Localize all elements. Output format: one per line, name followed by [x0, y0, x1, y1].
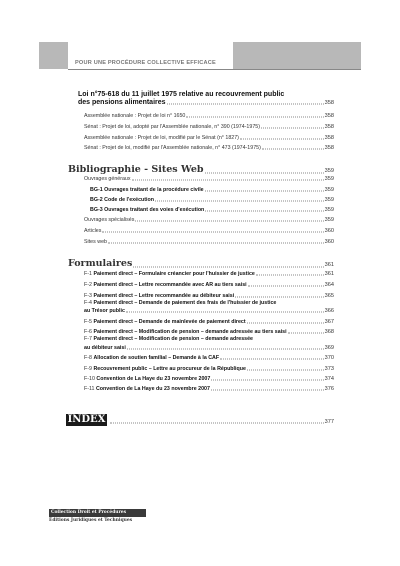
form-entry[interactable]: [84, 376, 334, 382]
toc-entry[interactable]: [84, 217, 334, 223]
form-code: F-8: [84, 355, 92, 361]
toc-entry[interactable]: [84, 145, 334, 151]
form-entry[interactable]: [84, 366, 334, 372]
page-number: 374: [324, 376, 334, 382]
leader-dots: [186, 117, 323, 118]
page-number: 373: [324, 366, 334, 372]
form-code: F-9: [84, 366, 92, 372]
header-rule: [68, 69, 361, 70]
entry-label: Assemblée nationale : Projet de loi, modifié par le Sénat (n° 1827): [84, 135, 239, 141]
law-title-line2: des pensions alimentaires: [78, 99, 166, 106]
form-code: F-7: [84, 336, 92, 342]
leader-dots: [110, 423, 324, 424]
leader-dots: [133, 267, 323, 268]
collection-label: Collection Droit et Procédures: [49, 509, 146, 517]
leader-dots: [155, 201, 324, 202]
page-number: 364: [324, 282, 334, 288]
leader-dots: [261, 128, 324, 129]
entry-label: Paiement direct – Modification de pension – demande adressée: [93, 336, 253, 342]
toc-entry[interactable]: [90, 187, 334, 193]
form-entry[interactable]: [84, 293, 334, 299]
running-header: POUR UNE PROCÉDURE COLLECTIVE EFFICACE: [75, 60, 216, 66]
leader-dots: [240, 139, 324, 140]
leader-dots: [220, 359, 324, 360]
law-title-line1: Loi n°75-618 du 11 juillet 1975 relative au recouvrement public: [78, 91, 285, 98]
entry-label-continued: au Trésor public: [84, 308, 125, 314]
toc-entry[interactable]: [84, 124, 334, 130]
page-number: 360: [324, 228, 334, 234]
entry-label: Paiement direct – Demande de mainlevée de paiement direct: [93, 319, 246, 325]
page-number: 358: [324, 100, 334, 106]
form-code: F-2: [84, 282, 92, 288]
entry-label: BG-1 Ouvrages traitant de la procédure civile: [90, 187, 204, 193]
form-code: F-5: [84, 319, 92, 325]
toc-entry[interactable]: [84, 228, 334, 234]
entry-label: Assemblée nationale : Projet de loi n° 1650: [84, 113, 186, 119]
entry-label: Paiement direct – Lettre recommandée au débiteur saisi: [93, 293, 235, 299]
form-code: F-10: [84, 376, 95, 382]
entry-label: Paiement direct – Formulaire créancier pour l'huissier de justice: [93, 271, 255, 277]
form-entry-line2[interactable]: [84, 308, 334, 314]
entry-label: Sénat : Projet de loi, adopté par l'Assemblée nationale, n° 390 (1974-1975): [84, 124, 260, 130]
leader-dots: [205, 211, 323, 212]
toc-entry[interactable]: [84, 113, 334, 119]
page-number: 358: [324, 124, 334, 130]
form-code: F-6: [84, 329, 92, 335]
leader-dots: [211, 390, 324, 391]
page-number: 367: [324, 319, 334, 325]
entry-label: Allocation de soutien familial – Demande à la CAF: [93, 355, 220, 361]
toc-entry[interactable]: [84, 135, 334, 141]
page-number: 366: [324, 308, 334, 314]
leader-dots: [288, 333, 324, 334]
leader-dots: [247, 370, 324, 371]
entry-label: BG-3 Ouvrages traitant des voies d'exécution: [90, 207, 205, 213]
leader-dots: [102, 232, 323, 233]
index-heading[interactable]: INDEX: [67, 414, 106, 425]
form-entry[interactable]: [84, 271, 334, 277]
form-entry-line2[interactable]: [84, 345, 334, 351]
section-title: Bibliographie - Sites Web: [68, 164, 204, 175]
leader-dots: [248, 286, 324, 287]
entry-label: Articles: [84, 228, 102, 234]
page-number: 359: [324, 207, 334, 213]
leader-dots: [108, 243, 324, 244]
form-code: F-3: [84, 293, 92, 299]
form-entry[interactable]: [84, 355, 334, 361]
leader-dots: [247, 323, 324, 324]
page-number: 359: [324, 187, 334, 193]
page-number: 376: [324, 386, 334, 392]
entry-label: Recouvrement public – Lettre au procureur de la République: [93, 366, 246, 372]
page-number: 361: [324, 271, 334, 277]
leader-dots: [205, 173, 324, 174]
page-number: 370: [324, 355, 334, 361]
leader-dots: [167, 104, 324, 105]
leader-dots: [132, 180, 324, 181]
page-number: 358: [324, 113, 334, 119]
page-number: 360: [324, 239, 334, 245]
leader-dots: [256, 275, 324, 276]
entry-label: Convention de La Haye du 23 novembre 2007: [95, 386, 210, 392]
entry-label: BG-2 Code de l'exécution: [90, 197, 154, 203]
leader-dots: [127, 349, 324, 350]
section-bibliographie[interactable]: [68, 164, 334, 175]
toc-entry[interactable]: [90, 207, 334, 213]
page-number: 359: [324, 217, 334, 223]
form-code: F-1: [84, 271, 92, 277]
form-entry[interactable]: [84, 282, 334, 288]
publisher-label: Éditions Juridiques et Techniques: [49, 518, 133, 523]
form-entry[interactable]: [84, 319, 334, 325]
leader-dots: [235, 297, 324, 298]
page-number: 359: [324, 168, 334, 174]
toc-entry[interactable]: [84, 239, 334, 245]
entry-label: Sites web: [84, 239, 107, 245]
form-entry[interactable]: [84, 386, 334, 392]
toc-entry[interactable]: [84, 176, 334, 182]
entry-label-continued: au débiteur saisi: [84, 345, 126, 351]
entry-label: Paiement direct – Lettre recommandée avec AR au tiers saisi: [93, 282, 247, 288]
entry-label: Sénat : Projet de loi, modifié par l'Assemblée nationale, n° 473 (1974-1975): [84, 145, 261, 151]
page-number: 358: [324, 135, 334, 141]
form-entry-line1[interactable]: [84, 300, 276, 308]
entry-label: Paiement direct – Modification de pension – demande adressée au tiers saisi: [93, 329, 287, 335]
index-entry[interactable]: [109, 419, 334, 425]
page-number: 369: [324, 345, 334, 351]
toc-entry[interactable]: [90, 197, 334, 203]
page-number: 377: [324, 419, 334, 425]
page-number: 368: [324, 329, 334, 335]
entry-label: Convention de La Haye du 23 novembre 2007: [96, 376, 211, 382]
section-title: Formulaires: [68, 258, 133, 269]
section-formulaires[interactable]: [68, 258, 334, 269]
form-entry[interactable]: [84, 329, 334, 335]
leader-dots: [126, 312, 324, 313]
page-number: 361: [324, 262, 334, 268]
page-number: 358: [324, 145, 334, 151]
leader-dots: [135, 221, 323, 222]
law-title-row2[interactable]: [78, 99, 334, 106]
entry-label: Ouvrages généraux: [84, 176, 131, 182]
page-number: 365: [324, 293, 334, 299]
leader-dots: [262, 149, 324, 150]
entry-label: Ouvrages spécialisés: [84, 217, 135, 223]
page-number: 359: [324, 176, 334, 182]
form-code: F-11: [84, 386, 95, 392]
form-code: F-4: [84, 300, 92, 306]
page-number: 359: [324, 197, 334, 203]
leader-dots: [211, 380, 323, 381]
entry-label: Paiement direct – Demande de paiement des frais de l'huissier de justice: [93, 300, 277, 306]
form-entry-line1[interactable]: [84, 336, 253, 344]
leader-dots: [205, 191, 324, 192]
